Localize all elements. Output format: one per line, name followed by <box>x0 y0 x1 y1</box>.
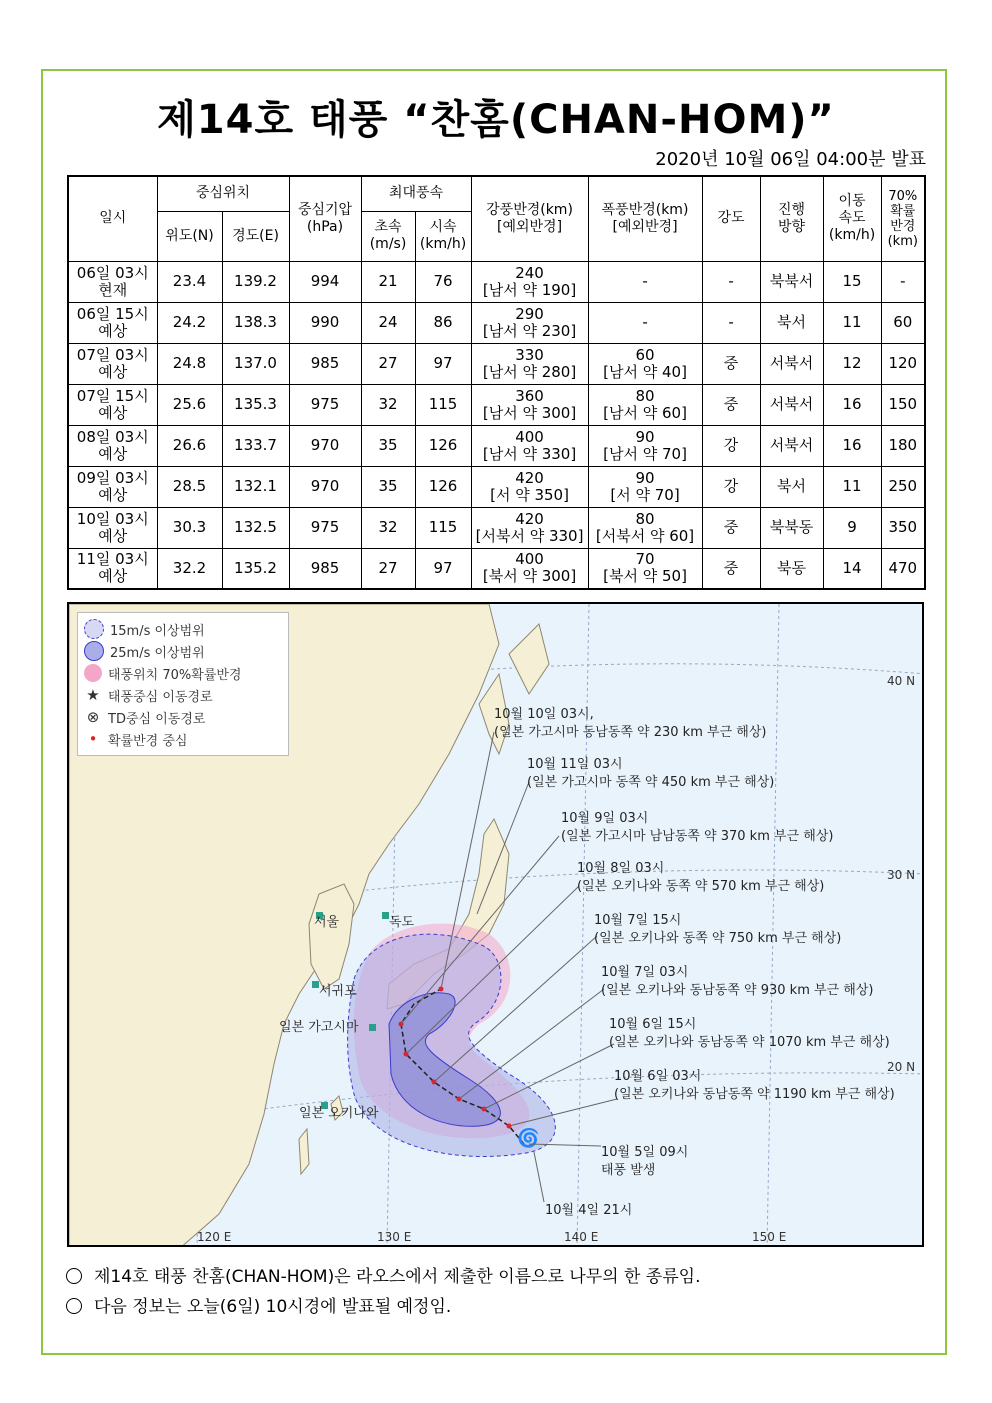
cell-direction: 서북서 <box>760 384 823 425</box>
lat-40: 40 N <box>887 674 916 688</box>
annotation-10-08: 10월 8일 03시 (일본 오키나와 동쪽 약 570 km 부근 해상) <box>577 861 825 894</box>
cell-ms: 24 <box>361 302 415 343</box>
header-ms: 초속 (m/s) <box>361 211 415 261</box>
label-okinawa: 일본 오키나와 <box>299 1106 379 1121</box>
legend-15ms-swatch <box>84 619 104 639</box>
label-seoul: 서울 <box>314 915 340 930</box>
cell-gale: 400 [남서 약 330] <box>471 425 588 466</box>
annotation-10-04: 10월 4일 21시 <box>545 1203 633 1218</box>
typhoon-track-map <box>67 602 924 1247</box>
cell-time: 06일 03시 현재 <box>68 261 157 302</box>
lon-120: 120 E <box>197 1230 232 1244</box>
cell-gale: 420 [서북서 약 330] <box>471 507 588 548</box>
cell-speed: 16 <box>823 425 881 466</box>
publish-time: 2020년 10월 06일 04:00분 발표 <box>655 149 926 170</box>
lat-30: 30 N <box>887 868 916 882</box>
cell-gale: 420 [서 약 350] <box>471 466 588 507</box>
annotation-10-09: 10월 9일 03시 (일본 가고시마 남남동쪽 약 370 km 부근 해상) <box>561 811 834 844</box>
annotation-10-06-03: 10월 6일 03시 (일본 오키나와 동남동쪽 약 1190 km 부근 해상) <box>614 1069 895 1102</box>
cell-pressure: 975 <box>289 384 361 425</box>
cell-time: 10일 03시 예상 <box>68 507 157 548</box>
cell-prob: 150 <box>881 384 925 425</box>
table-row <box>68 507 925 548</box>
header-maxwind: 최대풍속 <box>361 176 471 211</box>
cell-storm: 90 [서 약 70] <box>588 466 702 507</box>
annotation-10-07-03: 10월 7일 03시 (일본 오키나와 동남동쪽 약 930 km 부근 해상) <box>601 965 874 998</box>
legend-td: ⊗ TD중심 이동경로 <box>84 707 205 727</box>
legend-25ms-swatch <box>84 641 104 661</box>
cell-pressure: 970 <box>289 466 361 507</box>
cell-kmh: 115 <box>415 507 471 548</box>
cell-direction: 북북동 <box>760 507 823 548</box>
legend-prob: 태풍위치 70%확률반경 <box>84 663 242 683</box>
cell-intensity: 중 <box>702 507 760 548</box>
cell-gale: 400 [북서 약 300] <box>471 548 588 589</box>
cell-prob: 180 <box>881 425 925 466</box>
cell-speed: 11 <box>823 466 881 507</box>
header-speed: 이동 속도 (km/h) <box>823 176 881 261</box>
cell-kmh: 126 <box>415 466 471 507</box>
legend-15ms: 15m/s 이상범위 <box>84 619 205 639</box>
header-kmh: 시속 (km/h) <box>415 211 471 261</box>
dokdo-marker <box>382 912 389 919</box>
cell-kmh: 76 <box>415 261 471 302</box>
cell-time: 09일 03시 예상 <box>68 466 157 507</box>
cell-lon: 132.5 <box>222 507 289 548</box>
cell-direction: 북동 <box>760 548 823 589</box>
cell-gale: 360 [남서 약 300] <box>471 384 588 425</box>
cell-gale: 240 [남서 약 190] <box>471 261 588 302</box>
header-lat: 위도(N) <box>157 211 222 261</box>
red-dot-icon: • <box>88 730 98 748</box>
cell-lon: 133.7 <box>222 425 289 466</box>
annotation-10-05: 10월 5일 09시 태풍 발생 <box>601 1145 689 1178</box>
cell-lat: 24.2 <box>157 302 222 343</box>
cell-direction: 북북서 <box>760 261 823 302</box>
cell-prob: 60 <box>881 302 925 343</box>
cell-ms: 27 <box>361 343 415 384</box>
annotation-10-10: 10월 10일 03시, (일본 가고시마 동남동쪽 약 230 km 부근 해상) <box>494 707 767 740</box>
table-row <box>68 261 925 302</box>
header-direction: 진행 방향 <box>760 176 823 261</box>
cell-ms: 32 <box>361 507 415 548</box>
cell-kmh: 126 <box>415 425 471 466</box>
cell-pressure: 975 <box>289 507 361 548</box>
annotation-10-07-15: 10월 7일 15시 (일본 오키나와 동쪽 약 750 km 부근 해상) <box>594 913 842 946</box>
lon-130: 130 E <box>377 1230 412 1244</box>
cell-intensity: 중 <box>702 384 760 425</box>
cell-time: 06일 15시 예상 <box>68 302 157 343</box>
cell-lat: 30.3 <box>157 507 222 548</box>
cell-lat: 28.5 <box>157 466 222 507</box>
typhoon-symbol-icon: 🌀 <box>517 1128 540 1149</box>
cell-direction: 북서 <box>760 466 823 507</box>
cell-ms: 27 <box>361 548 415 589</box>
cell-lon: 138.3 <box>222 302 289 343</box>
annotation-10-11: 10월 11일 03시 (일본 가고시마 동쪽 약 450 km 부근 해상) <box>527 757 775 790</box>
table-row <box>68 302 925 343</box>
td-cross-icon: ⊗ <box>86 708 100 726</box>
cell-speed: 16 <box>823 384 881 425</box>
label-kagoshima: 일본 가고시마 <box>279 1020 359 1035</box>
cell-intensity: - <box>702 261 760 302</box>
cell-speed: 9 <box>823 507 881 548</box>
cell-ms: 32 <box>361 384 415 425</box>
cell-prob: 120 <box>881 343 925 384</box>
cell-storm: - <box>588 261 702 302</box>
header-intensity: 강도 <box>702 176 760 261</box>
cell-gale: 330 [남서 약 280] <box>471 343 588 384</box>
circle-bullet-icon <box>66 1298 82 1314</box>
cell-lon: 139.2 <box>222 261 289 302</box>
cell-storm: 80 [남서 약 60] <box>588 384 702 425</box>
cell-direction: 북서 <box>760 302 823 343</box>
header-pressure: 중심기압 (hPa) <box>289 176 361 261</box>
legend-track: ★ 태풍중심 이동경로 <box>84 685 213 705</box>
cell-intensity: 강 <box>702 425 760 466</box>
circle-bullet-icon <box>66 1268 82 1284</box>
cell-storm: - <box>588 302 702 343</box>
legend-prob-swatch <box>84 664 102 682</box>
cell-speed: 15 <box>823 261 881 302</box>
page-title: 제14호 태풍 “찬홈(CHAN-HOM)” <box>157 97 835 143</box>
cell-lat: 26.6 <box>157 425 222 466</box>
cell-intensity: 중 <box>702 548 760 589</box>
header-time: 일시 <box>68 176 157 261</box>
cell-pressure: 994 <box>289 261 361 302</box>
table-row <box>68 343 925 384</box>
cell-direction: 서북서 <box>760 425 823 466</box>
legend-25ms: 25m/s 이상범위 <box>84 641 205 661</box>
cell-storm: 70 [북서 약 50] <box>588 548 702 589</box>
note-1: 제14호 태풍 찬홈(CHAN-HOM)은 라오스에서 제출한 이름으로 나무의 한 종류임. <box>66 1262 700 1287</box>
cell-lat: 25.6 <box>157 384 222 425</box>
lat-20: 20 N <box>887 1060 916 1074</box>
cell-kmh: 97 <box>415 343 471 384</box>
table-row <box>68 425 925 466</box>
table-row <box>68 466 925 507</box>
header-gale: 강풍반경(km) [예외반경] <box>471 176 588 261</box>
forecast-table <box>67 175 926 590</box>
cell-direction: 서북서 <box>760 343 823 384</box>
header-lon: 경도(E) <box>222 211 289 261</box>
note-2: 다음 정보는 오늘(6일) 10시경에 발표될 예정임. <box>66 1292 451 1317</box>
cell-kmh: 115 <box>415 384 471 425</box>
map-legend <box>77 612 289 756</box>
cell-storm: 60 [남서 약 40] <box>588 343 702 384</box>
cell-speed: 11 <box>823 302 881 343</box>
cell-lon: 135.2 <box>222 548 289 589</box>
cell-intensity: 강 <box>702 466 760 507</box>
cell-prob: 350 <box>881 507 925 548</box>
cell-prob: 470 <box>881 548 925 589</box>
cell-lat: 24.8 <box>157 343 222 384</box>
cell-time: 08일 03시 예상 <box>68 425 157 466</box>
legend-center: • 확률반경 중심 <box>84 729 187 749</box>
cell-ms: 35 <box>361 466 415 507</box>
cell-storm: 90 [남서 약 70] <box>588 425 702 466</box>
cell-lat: 32.2 <box>157 548 222 589</box>
cell-time: 11일 03시 예상 <box>68 548 157 589</box>
cell-intensity: 중 <box>702 343 760 384</box>
cell-time: 07일 03시 예상 <box>68 343 157 384</box>
label-dokdo: 독도 <box>389 915 415 930</box>
cell-pressure: 970 <box>289 425 361 466</box>
cell-speed: 14 <box>823 548 881 589</box>
typhoon-icon: ★ <box>86 686 100 704</box>
label-seogwipo: 서귀포 <box>319 984 357 999</box>
cell-pressure: 990 <box>289 302 361 343</box>
cell-prob: - <box>881 261 925 302</box>
cell-kmh: 86 <box>415 302 471 343</box>
seogwipo-marker <box>312 981 319 988</box>
cell-lon: 137.0 <box>222 343 289 384</box>
lon-140: 140 E <box>564 1230 599 1244</box>
annotation-10-06-15: 10월 6일 15시 (일본 오키나와 동남동쪽 약 1070 km 부근 해상) <box>609 1017 890 1050</box>
cell-ms: 21 <box>361 261 415 302</box>
cell-intensity: - <box>702 302 760 343</box>
cell-ms: 35 <box>361 425 415 466</box>
cell-pressure: 985 <box>289 343 361 384</box>
header-center: 중심위치 <box>157 176 289 211</box>
kagoshima-marker <box>369 1024 376 1031</box>
table-row <box>68 548 925 589</box>
cell-pressure: 985 <box>289 548 361 589</box>
cell-prob: 250 <box>881 466 925 507</box>
header-prob: 70% 확률 반경 (km) <box>881 176 925 261</box>
header-storm: 폭풍반경(km) [예외반경] <box>588 176 702 261</box>
table-row <box>68 384 925 425</box>
cell-lat: 23.4 <box>157 261 222 302</box>
cell-lon: 135.3 <box>222 384 289 425</box>
cell-speed: 12 <box>823 343 881 384</box>
cell-kmh: 97 <box>415 548 471 589</box>
cell-storm: 80 [서북서 약 60] <box>588 507 702 548</box>
cell-time: 07일 15시 예상 <box>68 384 157 425</box>
cell-lon: 132.1 <box>222 466 289 507</box>
lon-150: 150 E <box>752 1230 787 1244</box>
cell-gale: 290 [남서 약 230] <box>471 302 588 343</box>
